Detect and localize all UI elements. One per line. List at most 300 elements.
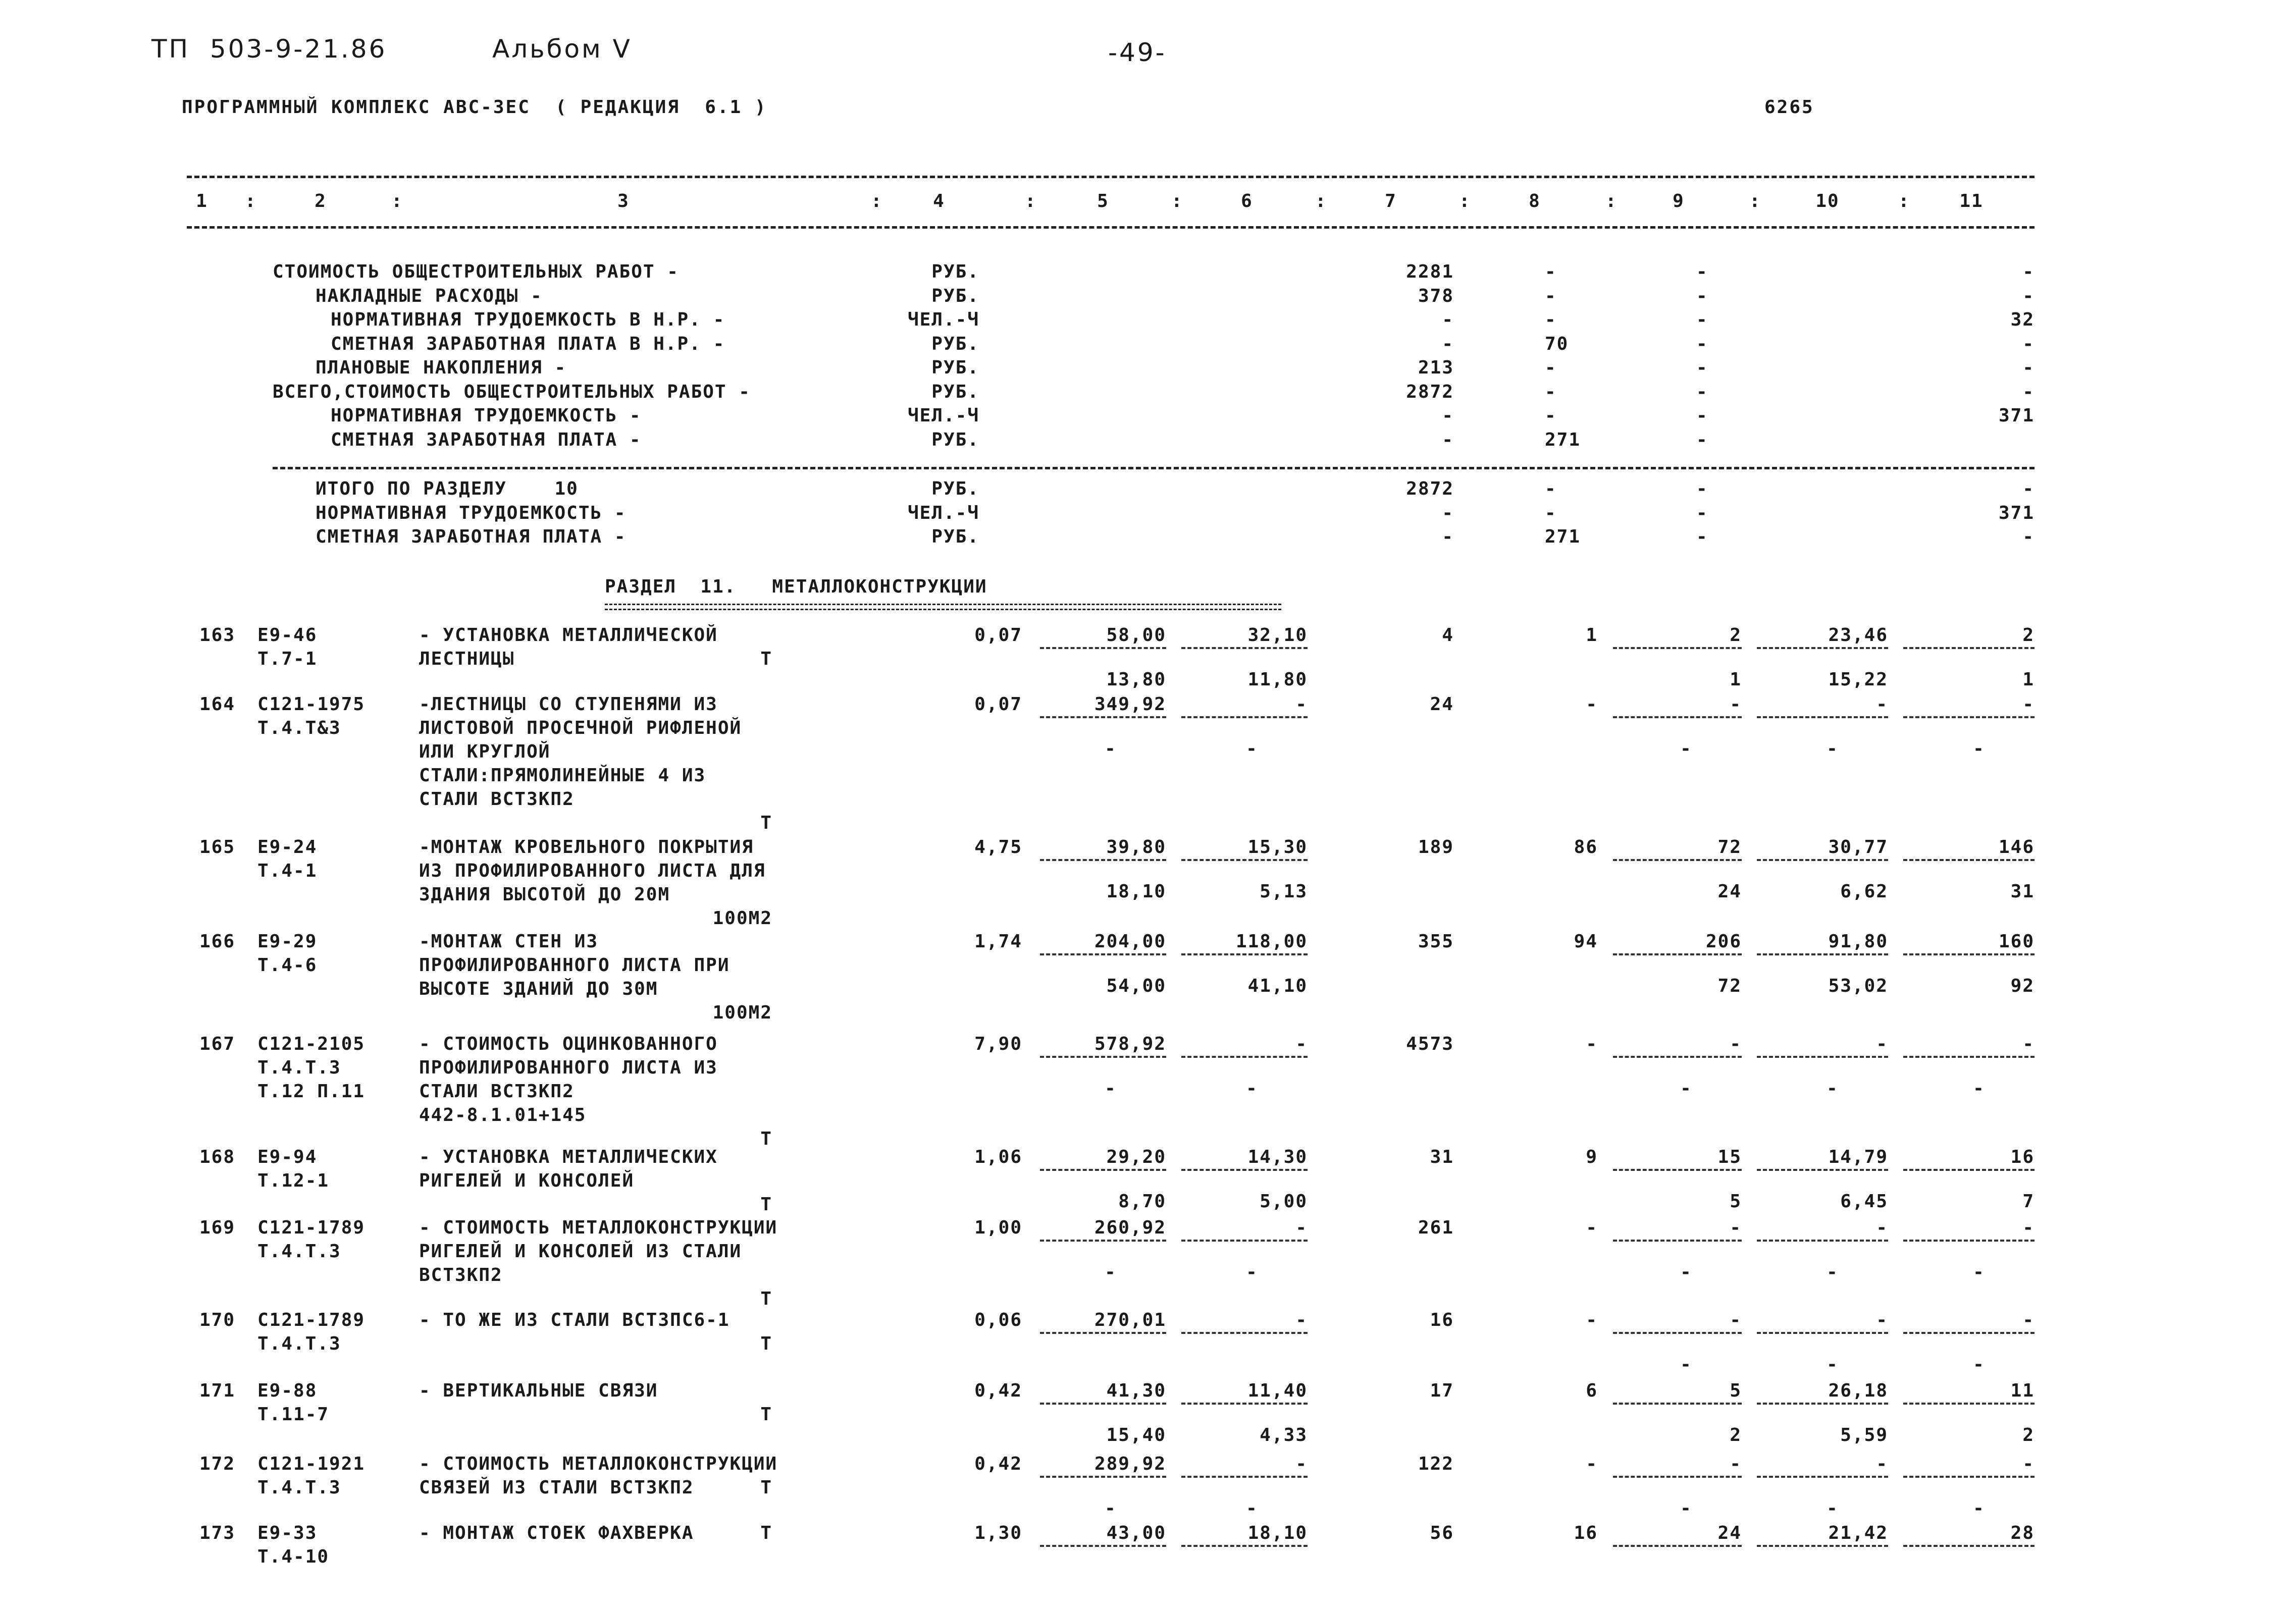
item-subcol6: - bbox=[1246, 1498, 1258, 1519]
item-col5: 349,92 bbox=[1094, 694, 1166, 715]
item-rule-col11 bbox=[1903, 859, 2034, 861]
item-rule-col11 bbox=[1903, 1056, 2034, 1058]
summary-col8: - bbox=[1545, 261, 1557, 282]
item-col5: 204,00 bbox=[1094, 931, 1166, 952]
item-col11: - bbox=[2022, 694, 2034, 715]
total-col7: - bbox=[1442, 502, 1454, 523]
summary-col11: - bbox=[2022, 333, 2034, 354]
summary-col7: 213 bbox=[1418, 357, 1454, 378]
item-subcol9: 24 bbox=[1717, 881, 1742, 902]
summary-col7: 2281 bbox=[1406, 261, 1454, 282]
item-col8: 16 bbox=[1574, 1523, 1598, 1543]
item-description: ЛИСТОВОЙ ПРОСЕЧНОЙ РИФЛЕНОЙ bbox=[419, 718, 742, 738]
item-col8: - bbox=[1586, 1217, 1598, 1238]
total-label: СМЕТНАЯ ЗАРАБОТНАЯ ПЛАТА - bbox=[316, 526, 627, 547]
item-subcol10: - bbox=[1827, 1354, 1839, 1375]
item-code: Т.4.Т.3 bbox=[257, 1477, 341, 1498]
item-subcol10: - bbox=[1827, 1262, 1839, 1282]
item-subcol11: - bbox=[1973, 1498, 1985, 1519]
item-col11: - bbox=[2022, 1310, 2034, 1330]
summary-col11: - bbox=[2022, 285, 2034, 306]
summary-label: СМЕТНАЯ ЗАРАБОТНАЯ ПЛАТА - bbox=[331, 429, 642, 450]
total-col7: - bbox=[1442, 526, 1454, 547]
item-rule-col10 bbox=[1757, 953, 1888, 955]
item-col8: 1 bbox=[1586, 625, 1598, 646]
item-col7: 122 bbox=[1418, 1454, 1454, 1474]
item-col11: 146 bbox=[1998, 837, 2034, 857]
item-col5: 578,92 bbox=[1094, 1034, 1166, 1054]
item-rule-col10 bbox=[1757, 859, 1888, 861]
item-rule-col10 bbox=[1757, 1545, 1888, 1547]
summary-unit: РУБ. bbox=[931, 333, 979, 354]
item-subcol11: 2 bbox=[2022, 1425, 2034, 1445]
item-unit: 100М2 bbox=[712, 908, 772, 929]
item-col6: - bbox=[1295, 1454, 1308, 1474]
item-col8: 94 bbox=[1574, 931, 1598, 952]
summary-col9: - bbox=[1696, 405, 1708, 426]
item-subcol9: 5 bbox=[1730, 1191, 1742, 1212]
item-number: 172 bbox=[199, 1454, 236, 1474]
summary-col9: - bbox=[1696, 357, 1708, 378]
item-subcol6: 5,13 bbox=[1260, 881, 1308, 902]
item-rule-col10 bbox=[1757, 1240, 1888, 1242]
column-header-5: 5 bbox=[1097, 191, 1109, 211]
item-code: Т.4.Т.3 bbox=[257, 1057, 341, 1078]
item-rule-col9 bbox=[1613, 1056, 1742, 1058]
column-header-10: 10 bbox=[1815, 191, 1840, 211]
item-col4: 0,42 bbox=[974, 1380, 1022, 1401]
summary-col8: - bbox=[1545, 309, 1557, 330]
item-description: ЗДАНИЯ ВЫСОТОЙ ДО 20М bbox=[419, 884, 670, 905]
summary-col7: - bbox=[1442, 309, 1454, 330]
item-col6: 14,30 bbox=[1247, 1147, 1308, 1167]
item-rule-col6 bbox=[1181, 1056, 1308, 1058]
summary-col11: - bbox=[2022, 381, 2034, 402]
item-col10: - bbox=[1876, 1310, 1888, 1330]
item-code: Т.4.Т&3 bbox=[257, 718, 341, 738]
item-col11: 11 bbox=[2010, 1380, 2034, 1401]
item-description: - УСТАНОВКА МЕТАЛЛИЧЕСКОЙ bbox=[419, 625, 718, 646]
item-rule-col9 bbox=[1613, 953, 1742, 955]
item-code: Е9-94 bbox=[257, 1147, 318, 1167]
item-col4: 1,00 bbox=[974, 1217, 1022, 1238]
item-code: С121-1789 bbox=[257, 1217, 366, 1238]
item-description: ВСТ3КП2 bbox=[419, 1265, 503, 1285]
item-col7: 17 bbox=[1430, 1380, 1454, 1401]
total-col8: - bbox=[1545, 478, 1557, 499]
item-description: ЛЕСТНИЦЫ bbox=[419, 649, 515, 669]
item-col10: 30,77 bbox=[1828, 837, 1888, 857]
column-separator: : bbox=[1459, 191, 1471, 211]
item-description: РИГЕЛЕЙ И КОНСОЛЕЙ bbox=[419, 1170, 635, 1191]
item-col10: - bbox=[1876, 1034, 1888, 1054]
column-separator: : bbox=[1315, 191, 1327, 211]
summary-unit: РУБ. bbox=[931, 285, 979, 306]
item-subcol6: - bbox=[1246, 738, 1258, 759]
summary-label: ПЛАНОВЫЕ НАКОПЛЕНИЯ - bbox=[316, 357, 567, 378]
summary-unit: РУБ. bbox=[931, 381, 979, 402]
total-col9: - bbox=[1696, 526, 1708, 547]
item-subcol6: - bbox=[1246, 1078, 1258, 1099]
item-number: 165 bbox=[199, 837, 236, 857]
item-number: 171 bbox=[199, 1380, 236, 1401]
item-description: - ТО ЖЕ ИЗ СТАЛИ ВСТ3ПС6-1 bbox=[419, 1310, 730, 1330]
item-code: Т.4-6 bbox=[257, 955, 318, 976]
item-subcol11: - bbox=[1973, 1078, 1985, 1099]
item-col9: - bbox=[1730, 694, 1742, 715]
item-rule-col11 bbox=[1903, 1332, 2034, 1334]
item-subcol10: - bbox=[1827, 1078, 1839, 1099]
item-description: -МОНТАЖ КРОВЕЛЬНОГО ПОКРЫТИЯ bbox=[419, 837, 754, 857]
item-description: - СТОИМОСТЬ ОЦИНКОВАННОГО bbox=[419, 1034, 718, 1054]
item-subcol5: - bbox=[1105, 1262, 1117, 1282]
item-code: С121-1789 bbox=[257, 1310, 366, 1330]
item-description: ИЛИ КРУГЛОЙ bbox=[419, 741, 551, 762]
item-col8: - bbox=[1586, 694, 1598, 715]
item-rule-col5 bbox=[1040, 1169, 1166, 1171]
column-header-6: 6 bbox=[1241, 191, 1253, 211]
item-subcol11: 92 bbox=[2010, 976, 2034, 996]
column-header-8: 8 bbox=[1529, 191, 1541, 211]
item-subcol5: 54,00 bbox=[1106, 976, 1166, 996]
item-subcol5: 8,70 bbox=[1118, 1191, 1166, 1212]
column-header-9: 9 bbox=[1673, 191, 1685, 211]
item-col5: 39,80 bbox=[1106, 837, 1166, 857]
item-col11: 160 bbox=[1998, 931, 2034, 952]
item-unit: Т bbox=[760, 649, 772, 669]
column-header-2: 2 bbox=[315, 191, 327, 211]
item-col6: - bbox=[1295, 1217, 1308, 1238]
item-rule-col11 bbox=[1903, 1545, 2034, 1547]
item-col4: 7,90 bbox=[974, 1034, 1022, 1054]
item-subcol6: 11,80 bbox=[1247, 669, 1308, 690]
item-description: СТАЛИ ВСТ3КП2 bbox=[419, 1081, 575, 1102]
item-rule-col9 bbox=[1613, 716, 1742, 718]
column-separator: : bbox=[1749, 191, 1761, 211]
item-subcol10: 6,62 bbox=[1840, 881, 1888, 902]
total-label: НОРМАТИВНАЯ ТРУДОЕМКОСТЬ - bbox=[316, 502, 627, 523]
total-unit: ЧЕЛ.-Ч bbox=[907, 502, 979, 523]
item-rule-col5 bbox=[1040, 1240, 1166, 1242]
item-subcol10: 15,22 bbox=[1828, 669, 1888, 690]
item-col4: 0,07 bbox=[974, 625, 1022, 646]
item-rule-col5 bbox=[1040, 953, 1166, 955]
item-col11: - bbox=[2022, 1454, 2034, 1474]
summary-label: НОРМАТИВНАЯ ТРУДОЕМКОСТЬ В Н.Р. - bbox=[331, 309, 725, 330]
program-code: 6265 bbox=[1764, 97, 1814, 118]
summary-col9: - bbox=[1696, 309, 1708, 330]
item-col8: - bbox=[1586, 1454, 1598, 1474]
item-unit: Т bbox=[760, 1333, 772, 1354]
summary-unit: РУБ. bbox=[931, 429, 979, 450]
item-description: - ВЕРТИКАЛЬНЫЕ СВЯЗИ bbox=[419, 1380, 658, 1401]
summary-col8: - bbox=[1545, 285, 1557, 306]
column-header-7: 7 bbox=[1385, 191, 1397, 211]
summary-col8: - bbox=[1545, 357, 1557, 378]
item-rule-col5 bbox=[1040, 1332, 1166, 1334]
item-number: 170 bbox=[199, 1310, 236, 1330]
item-code: Е9-24 bbox=[257, 837, 318, 857]
item-rule-col10 bbox=[1757, 716, 1888, 718]
item-col4: 0,06 bbox=[974, 1310, 1022, 1330]
item-rule-col6 bbox=[1181, 1403, 1308, 1405]
item-description: ПРОФИЛИРОВАННОГО ЛИСТА ПРИ bbox=[419, 955, 730, 976]
summary-label: ВСЕГО,СТОИМОСТЬ ОБЩЕСТРОИТЕЛЬНЫХ РАБОТ - bbox=[273, 381, 751, 402]
item-code: С121-2105 bbox=[257, 1034, 366, 1054]
summary-label: СМЕТНАЯ ЗАРАБОТНАЯ ПЛАТА В Н.Р. - bbox=[331, 333, 725, 354]
item-code: Т.4-1 bbox=[257, 861, 318, 881]
item-subcol10: 6,45 bbox=[1840, 1191, 1888, 1212]
item-col6: 11,40 bbox=[1247, 1380, 1308, 1401]
total-col9: - bbox=[1696, 478, 1708, 499]
item-subcol6: 4,33 bbox=[1260, 1425, 1308, 1445]
item-rule-col5 bbox=[1040, 1476, 1166, 1478]
summary-col7: 2872 bbox=[1406, 381, 1454, 402]
item-description: -ЛЕСТНИЦЫ СО СТУПЕНЯМИ ИЗ bbox=[419, 694, 718, 715]
item-description: - МОНТАЖ СТОЕК ФАХВЕРКА bbox=[419, 1523, 694, 1543]
section-title-underline bbox=[605, 604, 1281, 610]
item-col9: 5 bbox=[1730, 1380, 1742, 1401]
item-col8: - bbox=[1586, 1310, 1598, 1330]
item-subcol6: 5,00 bbox=[1260, 1191, 1308, 1212]
summary-col8: - bbox=[1545, 405, 1557, 426]
item-rule-col6 bbox=[1181, 1332, 1308, 1334]
item-code: Т.4.Т.3 bbox=[257, 1333, 341, 1354]
item-code: Т.4.Т.3 bbox=[257, 1241, 341, 1262]
item-col7: 31 bbox=[1430, 1147, 1454, 1167]
item-col5: 41,30 bbox=[1106, 1380, 1166, 1401]
item-col10: - bbox=[1876, 1217, 1888, 1238]
summary-col9: - bbox=[1696, 333, 1708, 354]
item-rule-col6 bbox=[1181, 859, 1308, 861]
item-col4: 1,06 bbox=[974, 1147, 1022, 1167]
item-code: Е9-33 bbox=[257, 1523, 318, 1543]
item-unit: Т bbox=[760, 1523, 772, 1543]
item-code: Т.4-10 bbox=[257, 1546, 330, 1567]
item-rule-col6 bbox=[1181, 1545, 1308, 1547]
item-code: Т.7-1 bbox=[257, 649, 318, 669]
item-col5: 29,20 bbox=[1106, 1147, 1166, 1167]
item-col9: - bbox=[1730, 1310, 1742, 1330]
item-subcol5: - bbox=[1105, 1498, 1117, 1519]
item-subcol5: 15,40 bbox=[1106, 1425, 1166, 1445]
item-subcol5: - bbox=[1105, 1078, 1117, 1099]
item-col9: 72 bbox=[1717, 837, 1742, 857]
item-rule-col9 bbox=[1613, 1403, 1742, 1405]
column-separator: : bbox=[1605, 191, 1617, 211]
item-col11: 16 bbox=[2010, 1147, 2034, 1167]
item-col10: 14,79 bbox=[1828, 1147, 1888, 1167]
item-col6: - bbox=[1295, 1310, 1308, 1330]
item-rule-col10 bbox=[1757, 647, 1888, 649]
item-unit: Т bbox=[760, 813, 772, 833]
item-description: 442-8.1.01+145 bbox=[419, 1105, 587, 1125]
summary-col7: - bbox=[1442, 429, 1454, 450]
item-subcol11: - bbox=[1973, 738, 1985, 759]
item-description: ПРОФИЛИРОВАННОГО ЛИСТА ИЗ bbox=[419, 1057, 718, 1078]
column-separator: : bbox=[871, 191, 883, 211]
item-col10: - bbox=[1876, 694, 1888, 715]
item-subcol6: - bbox=[1246, 1262, 1258, 1282]
summary-col11: - bbox=[2022, 261, 2034, 282]
doc-code: ТП 503-9-21.86 bbox=[151, 34, 387, 64]
item-rule-col9 bbox=[1613, 1476, 1742, 1478]
summary-unit: РУБ. bbox=[931, 357, 979, 378]
summary-col8: - bbox=[1545, 381, 1557, 402]
item-description: - СТОИМОСТЬ МЕТАЛЛОКОНСТРУКЦИИ bbox=[419, 1454, 778, 1474]
total-col11: 371 bbox=[1998, 502, 2034, 523]
item-col7: 56 bbox=[1430, 1523, 1454, 1543]
item-subcol9: - bbox=[1680, 738, 1692, 759]
item-col6: 118,00 bbox=[1235, 931, 1308, 952]
item-col9: - bbox=[1730, 1034, 1742, 1054]
item-rule-col10 bbox=[1757, 1056, 1888, 1058]
item-code: Е9-46 bbox=[257, 625, 318, 646]
item-rule-col6 bbox=[1181, 1240, 1308, 1242]
item-rule-col5 bbox=[1040, 1545, 1166, 1547]
item-unit: Т bbox=[760, 1289, 772, 1309]
item-subcol9: - bbox=[1680, 1078, 1692, 1099]
item-col7: 189 bbox=[1418, 837, 1454, 857]
item-col9: 2 bbox=[1730, 625, 1742, 646]
item-col8: 6 bbox=[1586, 1380, 1598, 1401]
item-subcol11: - bbox=[1973, 1354, 1985, 1375]
item-subcol9: - bbox=[1680, 1498, 1692, 1519]
item-unit: Т bbox=[760, 1477, 772, 1498]
summary-col8: 271 bbox=[1545, 429, 1581, 450]
item-col8: 86 bbox=[1574, 837, 1598, 857]
item-col7: 24 bbox=[1430, 694, 1454, 715]
summary-col9: - bbox=[1696, 429, 1708, 450]
summary-col9: - bbox=[1696, 261, 1708, 282]
item-subcol9: - bbox=[1680, 1262, 1692, 1282]
item-number: 166 bbox=[199, 931, 236, 952]
item-col6: 18,10 bbox=[1247, 1523, 1308, 1543]
item-rule-col11 bbox=[1903, 953, 2034, 955]
item-unit: Т bbox=[760, 1129, 772, 1149]
item-col6: 32,10 bbox=[1247, 625, 1308, 646]
item-col5: 58,00 bbox=[1106, 625, 1166, 646]
total-col11: - bbox=[2022, 478, 2034, 499]
column-separator: : bbox=[391, 191, 403, 211]
total-col8: - bbox=[1545, 502, 1557, 523]
item-subcol10: 5,59 bbox=[1840, 1425, 1888, 1445]
column-header-1: 1 bbox=[196, 191, 208, 211]
item-description: ВЫСОТЕ ЗДАНИЙ ДО 30М bbox=[419, 979, 658, 999]
item-col7: 261 bbox=[1418, 1217, 1454, 1238]
summary-unit: ЧЕЛ.-Ч bbox=[907, 309, 979, 330]
summary-col11: 371 bbox=[1998, 405, 2034, 426]
program-title: ПРОГРАММНЫЙ КОМПЛЕКС АВС-3ЕС ( РЕДАКЦИЯ 6.1 ) bbox=[182, 97, 767, 118]
item-rule-col11 bbox=[1903, 647, 2034, 649]
item-rule-col9 bbox=[1613, 1332, 1742, 1334]
summary-unit: ЧЕЛ.-Ч bbox=[907, 405, 979, 426]
summary-label: НОРМАТИВНАЯ ТРУДОЕМКОСТЬ - bbox=[331, 405, 642, 426]
item-col7: 16 bbox=[1430, 1310, 1454, 1330]
item-col9: - bbox=[1730, 1454, 1742, 1474]
item-rule-col6 bbox=[1181, 1476, 1308, 1478]
item-subcol11: 1 bbox=[2022, 669, 2034, 690]
item-number: 168 bbox=[199, 1147, 236, 1167]
item-col10: 23,46 bbox=[1828, 625, 1888, 646]
item-description: СТАЛИ:ПРЯМОЛИНЕЙНЫЕ 4 ИЗ bbox=[419, 765, 706, 786]
item-unit: 100М2 bbox=[712, 1002, 772, 1023]
item-col11: 2 bbox=[2022, 625, 2034, 646]
total-label: ИТОГО ПО РАЗДЕЛУ 10 bbox=[316, 478, 579, 499]
item-rule-col6 bbox=[1181, 1169, 1308, 1171]
item-rule-col9 bbox=[1613, 1169, 1742, 1171]
item-rule-col6 bbox=[1181, 953, 1308, 955]
item-rule-col5 bbox=[1040, 647, 1166, 649]
item-subcol10: - bbox=[1827, 1498, 1839, 1519]
item-rule-col10 bbox=[1757, 1169, 1888, 1171]
item-col5: 43,00 bbox=[1106, 1523, 1166, 1543]
column-separator: : bbox=[1898, 191, 1910, 211]
column-header-4: 4 bbox=[933, 191, 945, 211]
item-description: - УСТАНОВКА МЕТАЛЛИЧЕСКИХ bbox=[419, 1147, 718, 1167]
item-description: ИЗ ПРОФИЛИРОВАННОГО ЛИСТА ДЛЯ bbox=[419, 861, 766, 881]
summary-col9: - bbox=[1696, 381, 1708, 402]
total-col7: 2872 bbox=[1406, 478, 1454, 499]
column-separator: : bbox=[1025, 191, 1037, 211]
column-header-3: 3 bbox=[617, 191, 630, 211]
item-code: Т.12 П.11 bbox=[257, 1081, 366, 1102]
item-subcol11: - bbox=[1973, 1262, 1985, 1282]
item-rule-col10 bbox=[1757, 1476, 1888, 1478]
item-col10: 21,42 bbox=[1828, 1523, 1888, 1543]
item-col8: - bbox=[1586, 1034, 1598, 1054]
total-rule bbox=[273, 467, 2034, 469]
item-col4: 1,30 bbox=[974, 1523, 1022, 1543]
item-col6: - bbox=[1295, 694, 1308, 715]
item-rule-col11 bbox=[1903, 1403, 2034, 1405]
page-number: -49- bbox=[1108, 38, 1167, 67]
item-col5: 289,92 bbox=[1094, 1454, 1166, 1474]
item-col7: 4 bbox=[1442, 625, 1454, 646]
item-col7: 4573 bbox=[1406, 1034, 1454, 1054]
item-col10: - bbox=[1876, 1454, 1888, 1474]
item-rule-col9 bbox=[1613, 1545, 1742, 1547]
summary-label: СТОИМОСТЬ ОБЩЕСТРОИТЕЛЬНЫХ РАБОТ - bbox=[273, 261, 679, 282]
item-code: Е9-88 bbox=[257, 1380, 318, 1401]
total-col9: - bbox=[1696, 502, 1708, 523]
item-unit: Т bbox=[760, 1194, 772, 1215]
summary-col9: - bbox=[1696, 285, 1708, 306]
item-code: Т.11-7 bbox=[257, 1404, 330, 1425]
item-col6: 15,30 bbox=[1247, 837, 1308, 857]
item-description: - СТОИМОСТЬ МЕТАЛЛОКОНСТРУКЦИИ bbox=[419, 1217, 778, 1238]
item-number: 169 bbox=[199, 1217, 236, 1238]
item-number: 163 bbox=[199, 625, 236, 646]
item-subcol9: 1 bbox=[1730, 669, 1742, 690]
item-rule-col6 bbox=[1181, 716, 1308, 718]
item-rule-col11 bbox=[1903, 1240, 2034, 1242]
item-col11: - bbox=[2022, 1034, 2034, 1054]
item-rule-col11 bbox=[1903, 1169, 2034, 1171]
item-col4: 4,75 bbox=[974, 837, 1022, 857]
item-code: Т.12-1 bbox=[257, 1170, 330, 1191]
total-col8: 271 bbox=[1545, 526, 1581, 547]
item-description: РИГЕЛЕЙ И КОНСОЛЕЙ ИЗ СТАЛИ bbox=[419, 1241, 742, 1262]
item-subcol5: 13,80 bbox=[1106, 669, 1166, 690]
item-code: С121-1975 bbox=[257, 694, 366, 715]
item-col4: 0,42 bbox=[974, 1454, 1022, 1474]
item-description: -МОНТАЖ СТЕН ИЗ bbox=[419, 931, 599, 952]
item-col6: - bbox=[1295, 1034, 1308, 1054]
item-col11: 28 bbox=[2010, 1523, 2034, 1543]
item-rule-col9 bbox=[1613, 647, 1742, 649]
item-code: Е9-29 bbox=[257, 931, 318, 952]
